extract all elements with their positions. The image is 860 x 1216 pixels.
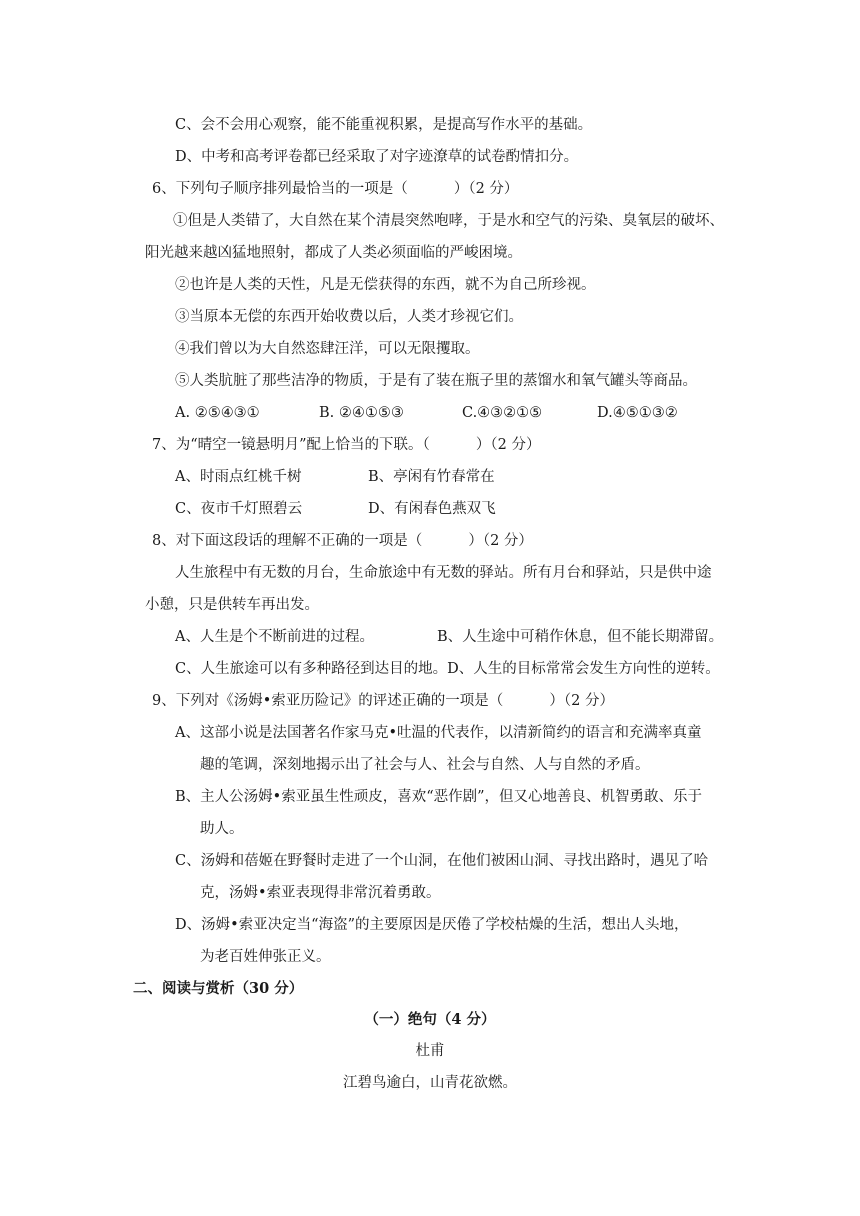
q8-option-a: A、人生是个不断前进的过程。: [175, 629, 374, 645]
q6-sentence-5: ⑤人类肮脏了那些洁净的物质，于是有了装在瓶子里的蒸馏水和氧气罐头等商品。: [175, 373, 697, 389]
q9-option-b-cont: 助人。: [200, 821, 244, 837]
q7-stem: 7、为“晴空一镜悬明月”配上恰当的下联。（ ）（2 分）: [152, 437, 541, 453]
q9-option-c-cont: 克，汤姆•索亚表现得非常沉着勇敢。: [200, 885, 441, 901]
q9-option-c: C、汤姆和蓓姬在野餐时走进了一个山洞，在他们被困山洞、寻找出路时，遇见了哈: [175, 853, 709, 869]
q6-stem: 6、下列句子顺序排列最恰当的一项是（ ）（2 分）: [152, 181, 519, 197]
q7-option-c: C、夜市千灯照碧云: [175, 501, 303, 517]
poem-author: 杜甫: [415, 1043, 445, 1059]
q8-passage-cont: 小憩，只是供转车再出发。: [145, 597, 319, 613]
q9-option-a-cont: 趣的笔调，深刻地揭示出了社会与人、社会与自然、人与自然的矛盾。: [200, 757, 650, 773]
q8-passage: 人生旅程中有无数的月台，生命旅途中有无数的驿站。所有月台和驿站，只是供中途: [175, 565, 712, 581]
q6-sentence-3: ③当原本无偿的东西开始收费以后，人类才珍视它们。: [175, 309, 523, 325]
q5-option-c: C、会不会用心观察，能不能重视积累，是提高写作水平的基础。: [175, 117, 593, 133]
q6-option-a: A. ②⑤④③①: [175, 405, 260, 421]
q9-option-d: D、汤姆•索亚决定当“海盗”的主要原因是厌倦了学校枯燥的生活，想出人头地，: [175, 917, 689, 933]
q6-sentence-2: ②也许是人类的天性，凡是无偿获得的东西，就不为自己所珍视。: [175, 277, 596, 293]
q6-sentence-4: ④我们曾以为大自然恣肆汪洋，可以无限攫取。: [175, 341, 480, 357]
q9-option-d-cont: 为老百姓伸张正义。: [200, 949, 331, 965]
q9-option-b: B、主人公汤姆•索亚虽生性顽皮，喜欢“恶作剧”，但又心地善良、机智勇敢、乐于: [175, 789, 703, 805]
q9-stem: 9、下列对《汤姆•索亚历险记》的评述正确的一项是（ ）（2 分）: [152, 693, 614, 709]
q6-option-d: D.④⑤①③②: [597, 405, 678, 421]
q9-option-a: A、这部小说是法国著名作家马克•吐温的代表作，以清新简约的语言和充满率真童: [175, 725, 702, 741]
q8-option-b: B、人生途中可稍作休息，但不能长期滞留。: [437, 629, 724, 645]
poem-section-heading: （一）绝句（4 分）: [364, 1011, 496, 1028]
q7-option-d: D、有闲春色燕双飞: [368, 501, 496, 517]
section-heading: 二、阅读与赏析（30 分）: [133, 980, 304, 997]
poem-line: 江碧鸟逾白，山青花欲燃。: [343, 1075, 517, 1091]
q6-option-c: C.④③②①⑤: [462, 405, 543, 421]
q8-stem: 8、对下面这段话的理解不正确的一项是（ ）（2 分）: [152, 533, 533, 549]
q6-sentence-1: ①但是人类错了，大自然在某个清晨突然咆哮，于是水和空气的污染、臭氧层的破坏、: [173, 213, 724, 229]
q6-option-b: B. ②④①⑤③: [319, 405, 404, 421]
q8-option-c-d: C、人生旅途可以有多种路径到达目的地。D、人生的目标常常会发生方向性的逆转。: [175, 661, 720, 677]
q6-sentence-1-cont: 阳光越来越凶猛地照射，都成了人类必须面临的严峻困境。: [145, 245, 522, 261]
q7-option-b: B、亭闲有竹春常在: [368, 469, 495, 485]
q7-option-a: A、时雨点红桃千树: [175, 469, 302, 485]
q5-option-d: D、中考和高考评卷都已经采取了对字迹潦草的试卷酌情扣分。: [175, 149, 579, 165]
